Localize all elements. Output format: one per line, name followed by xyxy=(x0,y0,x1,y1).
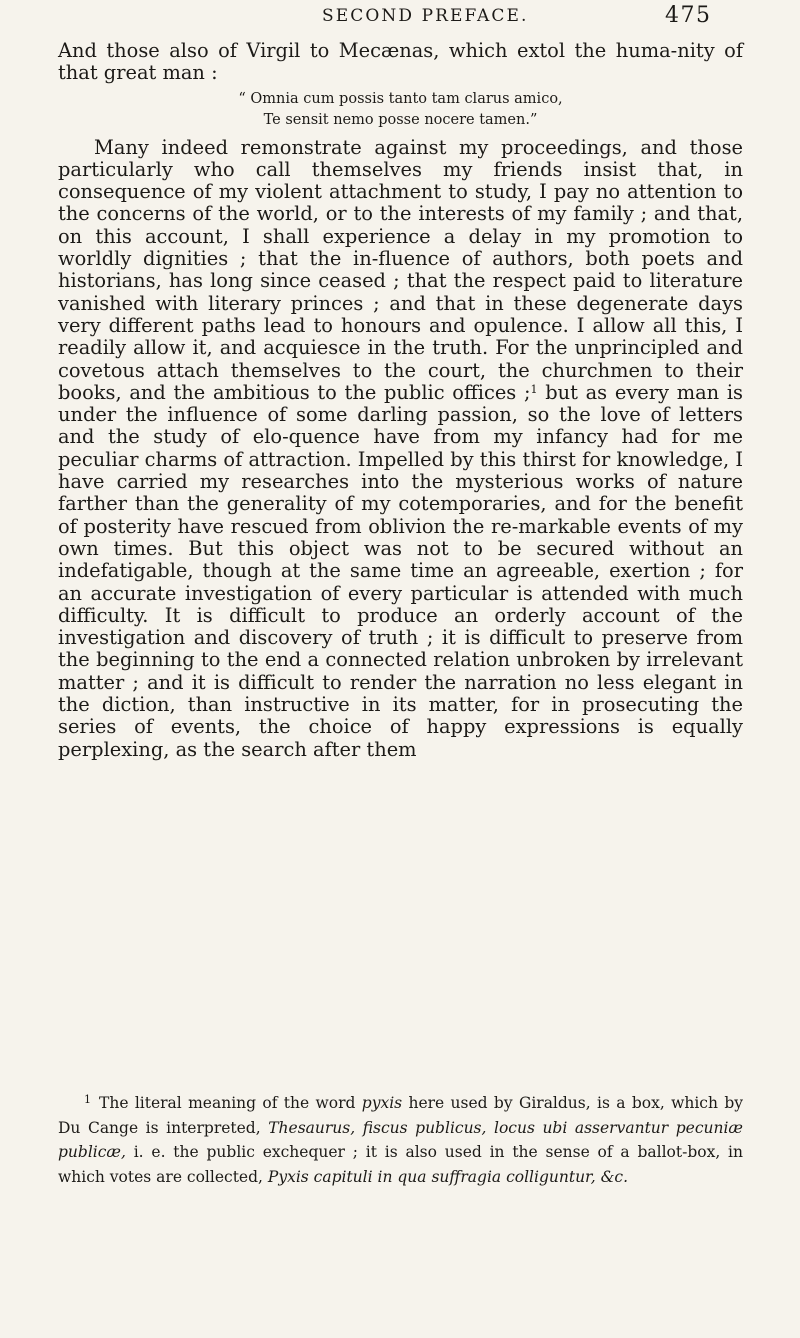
page-number: 475 xyxy=(665,3,712,28)
paragraph-remonstrate xyxy=(58,137,743,761)
footnote-section xyxy=(58,1088,743,1189)
running-header xyxy=(60,0,740,36)
quote-line-1: “ Omnia cum possis tanto tam clarus amico, xyxy=(238,90,563,107)
running-title: SECOND PREFACE. xyxy=(322,6,529,26)
footnote-1 xyxy=(58,1088,743,1189)
paragraph-text-part-1: Many indeed remonstrate against my proceedings, and those particularly who call themselves my friends insist that, in consequence of my violent attachment to study, I pay no attention to the concerns of the world, or to the interests of my family ; and that, on this account, I shall experience a delay in my promotion to worldly dignities ; that the in-fluence of authors, both poets and historians, has long since ceased ; that the respect paid to literature vanished with literary princes ; and that in these degenerate days very different paths lead to honours and opulence. I allow all this, I readily allow it, and acquiesce in the truth. For the unprincipled and covetous attach themselves to the court, the churchmen to their books, and the ambitious to the public offices ; xyxy=(58,135,743,404)
footnote-text-3: i. e. the public exchequer ; it is also used in the sense of a ballot-box, in which votes are collected, xyxy=(58,1143,743,1186)
footnote-text-2: here used by Giraldus, is a box, which by Du Cange is interpreted, xyxy=(58,1094,743,1137)
footnote-term-thesaurus: Thesaurus, fiscus publicus, locus ubi asservantur pecuniæ publicæ, xyxy=(58,1118,743,1161)
paragraph-text-part-2: but as every man is under the influence of some darling passion, so the love of letters and the study of elo-quence have from my infancy had for me peculiar charms of attraction. Impelled by this thirst for knowledge, I have carried my researches into the mysterious works of nature farther than the generality of my cotemporaries, and for the benefit of posterity have rescued from oblivion the re-markable events of my own times. But this object was not to be secured without an indefatigable, though at the same time an agreeable, exertion ; for an accurate investigation of every particular is attended with much difficulty. It is difficult to produce an orderly account of the investigation and discovery of truth ; it is difficult to preserve from the beginning to the end a connected relation unbroken by irrelevant matter ; and it is difficult to render the narration no less elegant in the diction, than instructive in its matter, for in prosecuting the series of events, the choice of happy expressions is equally perplexing, as the search after them xyxy=(58,380,743,761)
footnote-term-pyxis-capituli: Pyxis capituli in qua suffragia colliguntur, &c. xyxy=(267,1167,629,1186)
footnote-text-1: The literal meaning of the word xyxy=(99,1094,362,1112)
footnote-term-pyxis: pyxis xyxy=(361,1094,403,1112)
footnote-reference: 1 xyxy=(530,382,538,396)
main-text xyxy=(58,40,743,761)
footnote-marker: 1 xyxy=(84,1093,91,1106)
latin-quotation xyxy=(58,89,743,131)
quote-line-2: Te sensit nemo posse nocere tamen.” xyxy=(263,111,538,128)
paragraph-virgil: And those also of Virgil to Mecænas, which extol the huma-nity of that great man : xyxy=(58,39,743,85)
